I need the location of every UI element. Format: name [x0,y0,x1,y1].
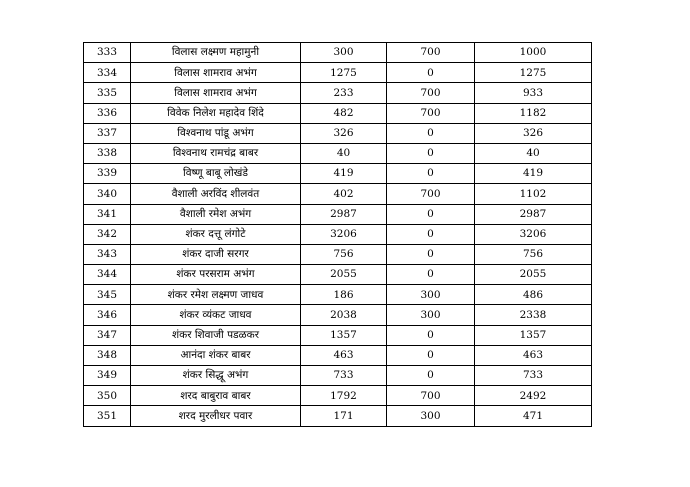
amount-b-cell: 700 [387,83,475,103]
amount-a-cell: 186 [301,285,387,305]
amount-b-cell: 300 [387,285,475,305]
total-cell: 326 [475,123,592,143]
name-cell: वैशाली रमेश अभंग [131,204,301,224]
amount-b-cell: 0 [387,164,475,184]
serial-number-cell: 344 [84,265,131,285]
amount-a-cell: 1792 [301,386,387,406]
name-cell: विलास शामराव अभंग [131,63,301,83]
name-cell: शंकर रमेश लक्ष्मण जाधव [131,285,301,305]
table-row [84,345,592,365]
table-row [84,285,592,305]
amount-b-cell: 0 [387,265,475,285]
amount-b-cell: 0 [387,63,475,83]
table-row [84,305,592,325]
serial-number-cell: 348 [84,345,131,365]
amount-a-cell: 300 [301,43,387,63]
total-cell: 1182 [475,103,592,123]
serial-number-cell: 336 [84,103,131,123]
name-cell: विवेक निलेश महादेव शिंदे [131,103,301,123]
serial-number-cell: 349 [84,366,131,386]
serial-number-cell: 350 [84,386,131,406]
amount-a-cell: 1357 [301,325,387,345]
name-cell: शंकर दाजी सरगर [131,244,301,264]
table-row [84,386,592,406]
amount-a-cell: 733 [301,366,387,386]
serial-number-cell: 351 [84,406,131,426]
amount-a-cell: 2987 [301,204,387,224]
amount-b-cell: 0 [387,204,475,224]
name-cell: विश्वनाथ रामचंद्र बाबर [131,143,301,163]
name-cell: शंकर शिवाजी पडळकर [131,325,301,345]
table-row [84,164,592,184]
amount-b-cell: 0 [387,143,475,163]
table-row [84,143,592,163]
total-cell: 1275 [475,63,592,83]
name-cell: विलास शामराव अभंग [131,83,301,103]
total-cell: 756 [475,244,592,264]
table-row [84,325,592,345]
table-row [84,406,592,426]
total-cell: 2055 [475,265,592,285]
total-cell: 1000 [475,43,592,63]
table-row [84,244,592,264]
name-cell: आनंदा शंकर बाबर [131,345,301,365]
table-row [84,103,592,123]
amount-a-cell: 482 [301,103,387,123]
serial-number-cell: 341 [84,204,131,224]
serial-number-cell: 345 [84,285,131,305]
serial-number-cell: 343 [84,244,131,264]
amount-b-cell: 0 [387,123,475,143]
name-cell: शंकर व्यंकट जाधव [131,305,301,325]
amount-b-cell: 0 [387,325,475,345]
table-row [84,63,592,83]
amount-b-cell: 700 [387,43,475,63]
serial-number-cell: 339 [84,164,131,184]
amount-b-cell: 700 [387,386,475,406]
total-cell: 463 [475,345,592,365]
total-cell: 1102 [475,184,592,204]
amount-a-cell: 171 [301,406,387,426]
total-cell: 1357 [475,325,592,345]
amount-a-cell: 2038 [301,305,387,325]
amount-a-cell: 233 [301,83,387,103]
amount-a-cell: 326 [301,123,387,143]
name-cell: विष्णू बाबू लोखंडे [131,164,301,184]
amount-b-cell: 0 [387,224,475,244]
table-row [84,224,592,244]
amount-a-cell: 3206 [301,224,387,244]
table-row [84,83,592,103]
table-row [84,204,592,224]
amount-a-cell: 402 [301,184,387,204]
serial-number-cell: 333 [84,43,131,63]
amount-a-cell: 1275 [301,63,387,83]
name-cell: शंकर परसराम अभंग [131,265,301,285]
total-cell: 486 [475,285,592,305]
name-cell: विश्वनाथ पांडू अभंग [131,123,301,143]
total-cell: 2987 [475,204,592,224]
amount-a-cell: 463 [301,345,387,365]
amount-a-cell: 2055 [301,265,387,285]
total-cell: 733 [475,366,592,386]
name-cell: शरद मुरलीधर पवार [131,406,301,426]
name-cell: वैशाली अरविंद शीलवंत [131,184,301,204]
name-cell: विलास लक्ष्मण महामुनी [131,43,301,63]
table-row [84,265,592,285]
amount-b-cell: 300 [387,305,475,325]
amount-a-cell: 40 [301,143,387,163]
serial-number-cell: 347 [84,325,131,345]
amount-b-cell: 0 [387,244,475,264]
total-cell: 2338 [475,305,592,325]
amount-a-cell: 756 [301,244,387,264]
amount-b-cell: 700 [387,103,475,123]
amount-a-cell: 419 [301,164,387,184]
name-cell: शरद बाबुराव बाबर [131,386,301,406]
total-cell: 933 [475,83,592,103]
table-row [84,366,592,386]
amount-b-cell: 300 [387,406,475,426]
total-cell: 471 [475,406,592,426]
table-row [84,123,592,143]
table-body [84,43,592,427]
amount-b-cell: 0 [387,366,475,386]
amount-b-cell: 0 [387,345,475,365]
name-cell: शंकर सिद्धू अभंग [131,366,301,386]
total-cell: 419 [475,164,592,184]
total-cell: 2492 [475,386,592,406]
serial-number-cell: 337 [84,123,131,143]
amount-b-cell: 700 [387,184,475,204]
serial-number-cell: 346 [84,305,131,325]
data-table [83,42,592,427]
total-cell: 3206 [475,224,592,244]
serial-number-cell: 342 [84,224,131,244]
name-cell: शंकर दत्तू लंगोटे [131,224,301,244]
serial-number-cell: 340 [84,184,131,204]
table-row [84,184,592,204]
serial-number-cell: 334 [84,63,131,83]
total-cell: 40 [475,143,592,163]
serial-number-cell: 335 [84,83,131,103]
table-row [84,43,592,63]
serial-number-cell: 338 [84,143,131,163]
